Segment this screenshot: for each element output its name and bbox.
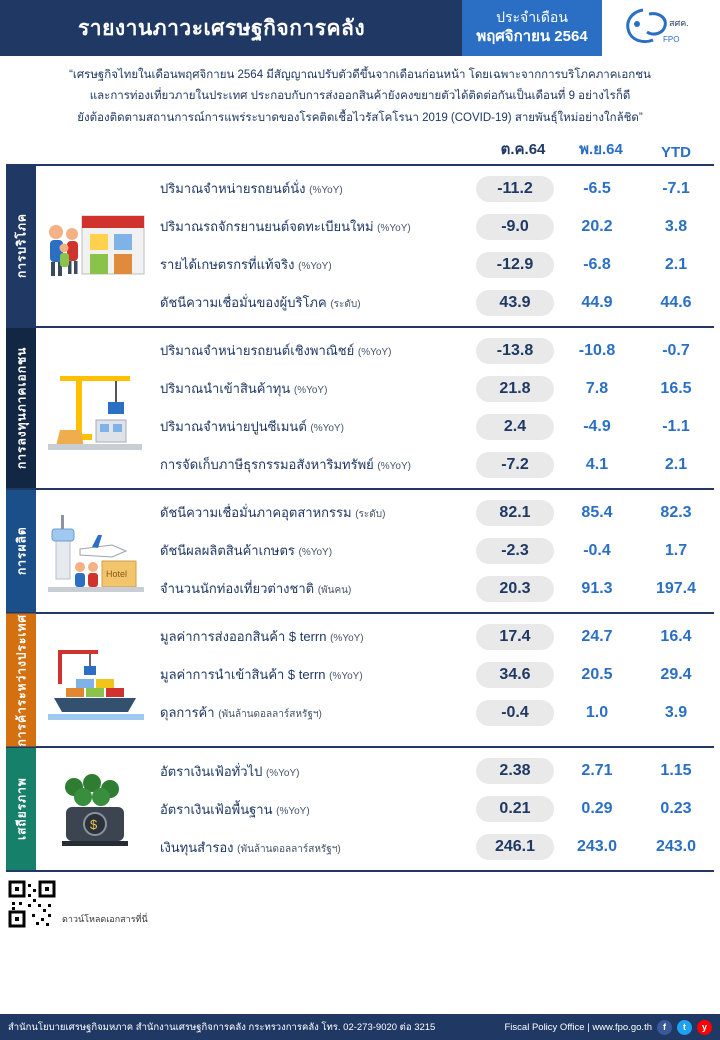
- table-row: [154, 828, 714, 866]
- row-unit: (%YoY): [357, 347, 392, 359]
- value-ytd: 16.4: [660, 627, 692, 645]
- column-header-ytd: YTD: [661, 143, 691, 161]
- row-label: ปริมาณนำเข้าสินค้าทุน (%YoY): [160, 381, 328, 397]
- table-row: [154, 208, 714, 246]
- section-rows-production: [154, 490, 714, 612]
- table-row: [154, 332, 714, 370]
- row-unit: (%YoY): [276, 805, 310, 817]
- footer-right-text: Fiscal Policy Office | www.fpo.go.th: [504, 1021, 652, 1033]
- row-unit: (%YoY): [310, 423, 344, 435]
- table-row: [154, 170, 714, 208]
- money-bag-safe-icon: [36, 748, 154, 870]
- value-nov: 0.29: [581, 800, 613, 818]
- value-oct: 2.4: [476, 414, 554, 440]
- section-tab-investment: การลงทุนภาคเอกชน: [6, 328, 36, 488]
- column-headers: [0, 135, 720, 164]
- value-oct: 17.4: [476, 624, 554, 650]
- section-production: [6, 490, 714, 614]
- row-label: ปริมาณจำหน่ายรถยนต์เชิงพาณิชย์ (%YoY): [160, 343, 392, 359]
- value-oct: -7.2: [476, 452, 554, 478]
- value-nov: 2.71: [581, 762, 613, 780]
- value-nov: 7.8: [585, 379, 609, 397]
- fpo-logo: [602, 0, 720, 56]
- value-oct: -0.4: [476, 700, 554, 726]
- construction-crane-icon: [36, 328, 154, 488]
- row-label: มูลค่าการส่งออกสินค้า $ terrn (%YoY): [160, 629, 364, 645]
- value-nov: 85.4: [581, 503, 613, 521]
- row-label: ดัชนีความเชื่อมั่นภาคอุตสาหกรรม (ระดับ): [160, 505, 386, 521]
- page-footer: [0, 1014, 720, 1040]
- row-label: เงินทุนสำรอง (พันล้านดอลลาร์สหรัฐฯ): [160, 839, 341, 855]
- value-nov: -4.9: [583, 417, 611, 435]
- page-title: รายงานภาวะเศรษฐกิจการคลัง: [78, 16, 366, 40]
- row-unit: (%YoY): [298, 547, 333, 559]
- section-consumption: [6, 166, 714, 328]
- facebook-icon[interactable]: f: [657, 1020, 672, 1035]
- airport-tourism-icon: [36, 490, 154, 612]
- value-oct: 34.6: [476, 662, 554, 688]
- value-oct: 246.1: [476, 834, 554, 860]
- page-header: [0, 0, 720, 56]
- section-trade: [6, 614, 714, 749]
- value-nov: -6.8: [583, 255, 611, 273]
- row-unit: (%YoY): [293, 385, 328, 397]
- value-nov: 1.0: [585, 703, 609, 721]
- row-label: ปริมาณจำหน่ายปูนซีเมนต์ (%YoY): [160, 419, 344, 435]
- intro-text: [0, 56, 720, 135]
- value-nov: 91.3: [581, 579, 613, 597]
- section-tab-consumption: การบริโภค: [6, 166, 36, 326]
- table-row: [154, 694, 714, 732]
- value-ytd: 29.4: [660, 665, 692, 683]
- value-oct: -11.2: [476, 176, 554, 202]
- svg-text:Hotel: Hotel: [106, 568, 128, 579]
- row-label: การจัดเก็บภาษีธุรกรรมอสังหาริมทรัพย์ (%YoY): [160, 457, 411, 473]
- row-label: ดัชนีผลผลิตสินค้าเกษตร (%YoY): [160, 543, 333, 559]
- value-nov: -6.5: [583, 179, 611, 197]
- table-row: [154, 532, 714, 570]
- row-unit: (%YoY): [309, 185, 343, 197]
- row-unit: (%YoY): [298, 261, 332, 273]
- value-oct: 2.38: [476, 758, 554, 784]
- period-badge: [462, 0, 602, 56]
- value-oct: -12.9: [476, 252, 554, 278]
- column-header-oct: ต.ค.64: [500, 140, 546, 158]
- table-row: [154, 284, 714, 322]
- section-tab-production: การผลิต: [6, 490, 36, 612]
- value-oct: 43.9: [476, 290, 554, 316]
- value-oct: 20.3: [476, 576, 554, 602]
- value-ytd: -7.1: [662, 179, 690, 197]
- value-oct: -9.0: [476, 214, 554, 240]
- value-ytd: 16.5: [660, 379, 692, 397]
- row-unit: (ระดับ): [355, 509, 386, 521]
- youtube-icon[interactable]: y: [697, 1020, 712, 1035]
- value-ytd: 243.0: [655, 838, 697, 856]
- value-ytd: 0.23: [660, 800, 692, 818]
- value-ytd: 3.9: [664, 703, 688, 721]
- row-label: รายได้เกษตรกรที่แท้จริง (%YoY): [160, 257, 332, 273]
- value-ytd: 2.1: [664, 455, 688, 473]
- section-tab-trade: การค้าระหว่างประเทศ: [6, 614, 36, 747]
- table-row: [154, 246, 714, 284]
- table-row: [154, 370, 714, 408]
- table-row: [154, 790, 714, 828]
- value-nov: 243.0: [576, 838, 618, 856]
- value-nov: 20.5: [581, 665, 613, 683]
- section-rows-consumption: [154, 166, 714, 326]
- table-row: [154, 618, 714, 656]
- row-unit: (พันล้านดอลลาร์สหรัฐฯ): [218, 709, 322, 721]
- value-nov: -0.4: [583, 541, 611, 559]
- value-ytd: 44.6: [660, 293, 692, 311]
- row-unit: (พันคน): [317, 585, 352, 597]
- row-label: ดุลการค้า (พันล้านดอลลาร์สหรัฐฯ): [160, 705, 322, 721]
- footer-left-text: สำนักนโยบายเศรษฐกิจมหภาค สำนักงานเศรษฐกิจการคลัง กระทรวงการคลัง โทร. 02-273-9020 ต่อ 3215: [8, 1021, 436, 1033]
- port-container-ship-icon: [36, 614, 154, 747]
- row-label: ปริมาณรถจักรยานยนต์จดทะเบียนใหม่ (%YoY): [160, 219, 411, 235]
- twitter-icon[interactable]: t: [677, 1020, 692, 1035]
- value-oct: 0.21: [476, 796, 554, 822]
- svg-text:$: $: [90, 817, 98, 833]
- row-label: มูลค่าการนำเข้าสินค้า $ terrn (%YoY): [160, 667, 363, 683]
- column-header-nov: พ.ย.64: [579, 140, 623, 158]
- footer-right: [505, 1020, 713, 1035]
- value-nov: 4.1: [585, 455, 609, 473]
- row-unit: (พันล้านดอลลาร์สหรัฐฯ): [237, 843, 341, 855]
- table-row: [154, 494, 714, 532]
- family-shopping-icon: [36, 166, 154, 326]
- row-unit: (%YoY): [329, 671, 363, 683]
- value-ytd: 1.15: [660, 762, 692, 780]
- row-unit: (%YoY): [330, 633, 364, 645]
- value-oct: 82.1: [476, 500, 554, 526]
- value-ytd: 3.8: [664, 217, 688, 235]
- value-ytd: -1.1: [662, 417, 690, 435]
- period-label: ประจำเดือน: [496, 9, 568, 26]
- qr-caption: ดาวน์โหลดเอกสารที่นี่: [62, 914, 148, 925]
- row-label: ปริมาณจำหน่ายรถยนต์นั่ง (%YoY): [160, 181, 343, 197]
- row-unit: (%YoY): [377, 223, 411, 235]
- intro-line-2: และการท่องเที่ยวภายในประเทศ ประกอบกับการส่งออกสินค้ายังคงขยายตัวได้ติดต่อกันเป็นเดือนที่ 9 อย่างไรก็ดี: [89, 90, 631, 103]
- row-label: ดัชนีความเชื่อมั่นของผู้บริโภค (ระดับ): [160, 295, 361, 311]
- row-unit: (ระดับ): [330, 299, 361, 311]
- value-oct: -13.8: [476, 338, 554, 364]
- value-nov: 20.2: [581, 217, 613, 235]
- intro-line-3: ยังต้องติดตามสถานการณ์การแพร่ระบาดของโรคติดเชื้อไวรัสโคโรนา 2019 (COVID-19) สายพันธุ์ใหม่อย่างใกล้ชิด”: [77, 111, 643, 124]
- value-nov: -10.8: [578, 341, 616, 359]
- section-rows-trade: [154, 614, 714, 747]
- qr-code[interactable]: [8, 880, 56, 928]
- row-label: อัตราเงินเฟ้อพื้นฐาน (%YoY): [160, 801, 310, 817]
- value-ytd: 82.3: [660, 503, 692, 521]
- value-ytd: -0.7: [662, 341, 690, 359]
- value-ytd: 197.4: [655, 579, 697, 597]
- section-tab-stability: เสถียรภาพ: [6, 748, 36, 870]
- qr-area: [0, 872, 720, 930]
- table-row: [154, 656, 714, 694]
- value-oct: -2.3: [476, 538, 554, 564]
- value-ytd: 1.7: [664, 541, 688, 559]
- period-month: พฤศจิกายน 2564: [476, 28, 588, 46]
- section-rows-investment: [154, 328, 714, 488]
- row-label: จำนวนนักท่องเที่ยวต่างชาติ (พันคน): [160, 581, 352, 597]
- section-investment: [6, 328, 714, 490]
- svg-text:FPO: FPO: [663, 35, 680, 44]
- value-nov: 44.9: [581, 293, 613, 311]
- row-unit: (%YoY): [377, 461, 411, 473]
- section-rows-stability: [154, 748, 714, 870]
- value-oct: 21.8: [476, 376, 554, 402]
- table-row: [154, 408, 714, 446]
- table-row: [154, 446, 714, 484]
- row-unit: (%YoY): [265, 767, 300, 779]
- section-stability: [6, 748, 714, 872]
- table-row: [154, 570, 714, 608]
- table-row: [154, 752, 714, 790]
- svg-text:สศค.: สศค.: [669, 18, 689, 28]
- value-ytd: 2.1: [664, 255, 688, 273]
- value-nov: 24.7: [581, 627, 613, 645]
- row-label: อัตราเงินเฟ้อทั่วไป (%YoY): [160, 763, 300, 779]
- intro-line-1: “เศรษฐกิจไทยในเดือนพฤศจิกายน 2564 มีสัญญาณปรับตัวดีขึ้นจากเดือนก่อนหน้า โดยเฉพาะจากการบริโภคภาคเอกชน: [69, 69, 651, 81]
